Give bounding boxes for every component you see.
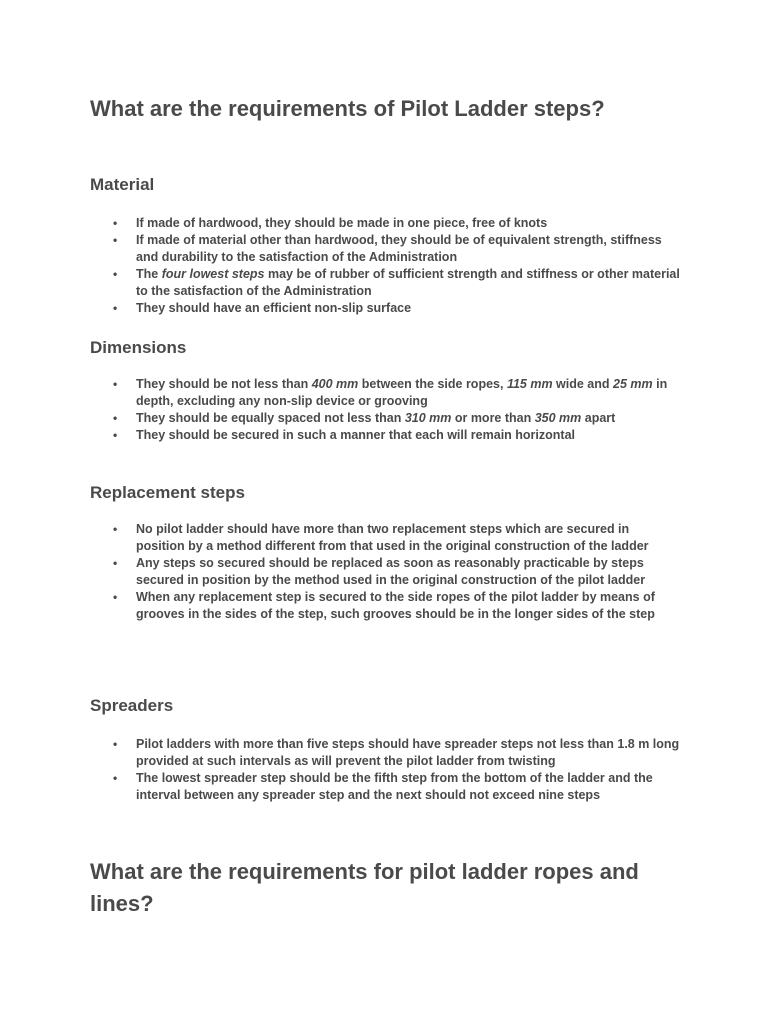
section-title-dimensions: Dimensions [90,338,187,357]
bullet-icon: • [113,233,118,247]
replacement-list [0,521,768,623]
bullet-icon: • [113,556,118,570]
heading-pilot-ladder-steps: What are the requirements of Pilot Ladder steps? [90,96,605,121]
bullet-icon: • [113,411,118,425]
section-title-material: Material [90,175,155,194]
section-title-replacement-steps: Replacement steps [90,483,245,502]
bullet-icon: • [113,771,118,785]
list-item: • Any steps so secured should be replaced as soon as reasonably practicable by steps secured in position by the method used in the original construction of the pilot ladder [113,556,646,587]
dimensions-list [0,376,768,444]
bullet-icon: • [113,737,118,751]
section-title-spreaders: Spreaders [90,696,174,715]
bullet-icon: • [113,377,118,391]
bullet-icon: • [113,590,118,604]
list-item: • The lowest spreader step should be the fifth step from the bottom of the ladder and the interval between any spreader step and the next should not exceed nine steps [113,771,653,802]
bullet-icon: • [113,301,118,315]
list-item: • The four lowest steps may be of rubber of sufficient strength and stiffness or other material to the satisfaction of the Administration [113,267,680,298]
list-item: • No pilot ladder should have more than two replacement steps which are secured in position by a method different from that used in the original construction of the ladder [113,522,649,553]
material-list [0,215,768,317]
list-item: • When any replacement step is secured to the side ropes of the pilot ladder by means of grooves in the sides of the step, such grooves should be in the longer sides of the step [113,590,655,621]
bullet-icon: • [113,428,118,442]
list-item: • They should be secured in such a manner that each will remain horizontal [113,428,575,442]
list-item: • If made of material other than hardwood, they should be of equivalent strength, stiffness and durability to the satisfaction of the Administration [113,233,662,264]
bullet-icon: • [113,267,118,281]
heading-ropes-and-lines: What are the requirements for pilot ladder ropes and lines? [90,859,639,916]
bullet-icon: • [113,522,118,536]
list-item: • Pilot ladders with more than five steps should have spreader steps not less than 1.8 m long provided at such intervals as will prevent the pilot ladder from twisting [113,737,680,768]
spreaders-list [0,736,768,804]
list-item: • They should be not less than 400 mm between the side ropes, 115 mm wide and 25 mm in depth, excluding any non-slip device or grooving [113,377,668,408]
bullet-icon: • [113,216,118,230]
list-item: • They should have an efficient non-slip surface [113,301,412,315]
list-item: • If made of hardwood, they should be made in one piece, free of knots [113,216,548,230]
list-item: • They should be equally spaced not less than 310 mm or more than 350 mm apart [113,411,616,425]
